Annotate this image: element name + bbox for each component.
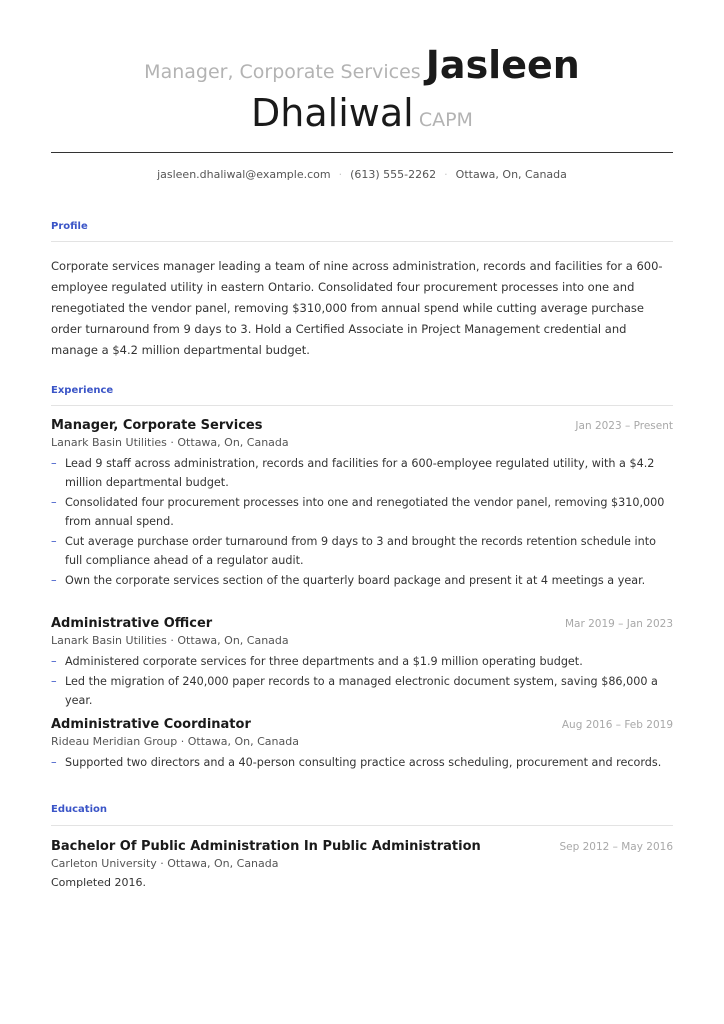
- dash-icon: –: [51, 496, 57, 509]
- dash-icon: –: [51, 574, 57, 587]
- credential: CAPM: [418, 109, 473, 131]
- dash-icon: –: [51, 457, 57, 470]
- dash-icon: –: [51, 535, 57, 548]
- job-dates: Aug 2016 – Feb 2019: [561, 719, 673, 731]
- resume-header: [51, 45, 673, 141]
- header-divider: [51, 152, 673, 153]
- contact-phone[interactable]: (613) 555-2262: [350, 168, 437, 181]
- section-divider: [51, 405, 673, 406]
- job-title: Manager, Corporate Services: [51, 418, 263, 433]
- job-title: Administrative Officer: [51, 616, 213, 631]
- bullet-text: Administered corporate services for three departments and a $1.9 million operating budget.: [65, 655, 583, 668]
- job-entry: [51, 418, 673, 591]
- bullet-text: Led the migration of 240,000 paper records to a managed electronic document system, saving $86,000 a year.: [65, 675, 658, 707]
- bullet-text: Cut average purchase order turnaround from 9 days to 3 and brought the records retention schedule into full compliance ahead of a regulator audit.: [65, 535, 656, 567]
- profile-summary: Corporate services manager leading a team of nine across administration, records and facilities for a 600-employee regulated utility in eastern Ontario. Consolidated four procurement processes into one and renegotiated the vendor panel, removing $310,000 from annual spend while cutting average purchase order turnaround from 9 days to 3. Hold a Certified Associate in Project Management credential and manage a $4.2 million departmental budget.: [51, 259, 663, 357]
- section-divider: [51, 825, 673, 826]
- contact-separator: ·: [444, 168, 448, 181]
- job-bullets: [51, 652, 673, 710]
- job-dates: Mar 2019 – Jan 2023: [564, 618, 673, 630]
- job-entry: [51, 717, 673, 773]
- bullet-text: Consolidated four procurement processes into one and renegotiated the vendor panel, removing $310,000 from annual spend.: [65, 496, 665, 528]
- bullet-item: [51, 652, 673, 671]
- section-divider: [51, 241, 673, 242]
- bullet-item: [51, 571, 673, 590]
- bullet-item: [51, 753, 673, 772]
- section-heading-profile: Profile: [51, 221, 88, 232]
- last-name: Dhaliwal: [251, 91, 414, 135]
- job-organization: Lanark Basin Utilities · Ottawa, On, Canada: [51, 436, 289, 449]
- bullet-item: [51, 672, 673, 710]
- contact-separator: ·: [338, 168, 343, 181]
- bullet-item: [51, 532, 673, 570]
- education-note: Completed 2016.: [51, 876, 146, 889]
- section-heading-experience: Experience: [51, 385, 114, 396]
- dash-icon: –: [51, 675, 57, 688]
- education-dates: Sep 2012 – May 2016: [559, 841, 673, 853]
- bullet-text: Supported two directors and a 40-person consulting practice across scheduling, procurement and records.: [65, 756, 662, 769]
- bullet-item: [51, 493, 673, 531]
- job-bullets: [51, 454, 673, 590]
- contact-location: Ottawa, On, Canada: [455, 168, 567, 181]
- job-entry: [51, 616, 673, 711]
- job-organization: Lanark Basin Utilities · Ottawa, On, Canada: [51, 634, 289, 647]
- dash-icon: –: [51, 756, 57, 769]
- bullet-text: Own the corporate services section of the quarterly board package and present it at 4 meetings a year.: [65, 574, 646, 587]
- first-name: Jasleen: [425, 43, 580, 87]
- section-heading-education: Education: [51, 804, 107, 815]
- job-bullets: [51, 753, 673, 772]
- bullet-text: Lead 9 staff across administration, records and facilities for a 600-employee regulated utility, with a $4.2 million departmental budget.: [65, 457, 655, 489]
- school-name: Carleton University · Ottawa, On, Canada: [51, 857, 279, 870]
- contact-line: [51, 168, 673, 181]
- degree-title: Bachelor Of Public Administration In Public Administration: [51, 839, 481, 854]
- contact-email[interactable]: jasleen.dhaliwal@example.com: [157, 168, 331, 181]
- dash-icon: –: [51, 655, 57, 668]
- job-title-heading: Manager, Corporate Services: [144, 61, 421, 83]
- education-entry: [51, 839, 673, 889]
- bullet-item: [51, 454, 673, 492]
- job-dates: Jan 2023 – Present: [575, 420, 673, 432]
- job-title: Administrative Coordinator: [51, 717, 251, 732]
- job-organization: Rideau Meridian Group · Ottawa, On, Canada: [51, 735, 299, 748]
